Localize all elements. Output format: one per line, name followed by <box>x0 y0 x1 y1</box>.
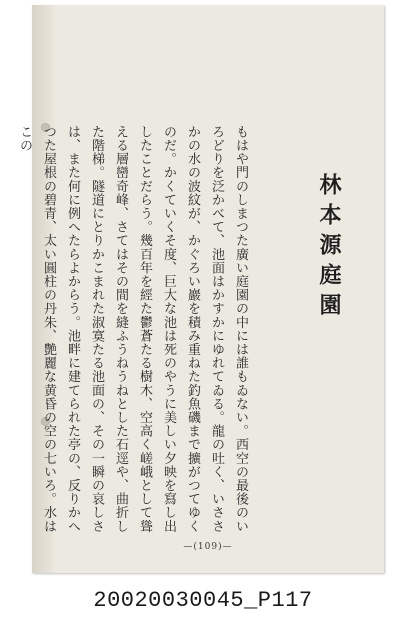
archive-id-caption: 20020030045_P117 <box>93 588 313 613</box>
chapter-title: 林本源庭園 <box>316 173 342 323</box>
body-text: もはや門のしまつた廣い庭園の中には誰もゐない。西空の最後のいろどりを泛かべて、池面はかすかにゆれてゐる。龍の吐く、いささかの水の波紋が、かぐろい巖を積み重ねた釣魚磯まで擴がつてゆくのだ。かくていくそ度、巨大な池は死のやうに美しい夕映を寫し出したことだらう。幾百年を經た鬱蒼たる樹木、空高く嵯峨として聳える層巒奇峰、さてはその間を縫ふうねうねとした石逕や、曲折した階梯。隧道にとりかこまれた淑寞たる池面の、その一瞬の哀しさは、また何に例へたらよからう。池畔に建てられた亭の、反りかへつた屋根の碧青、太い圓柱の丹朱、艶麗な黄昏の空の七いろ。水はこの <box>17 125 248 533</box>
book-page <box>17 5 384 573</box>
page-number: —(109)— <box>183 542 233 552</box>
